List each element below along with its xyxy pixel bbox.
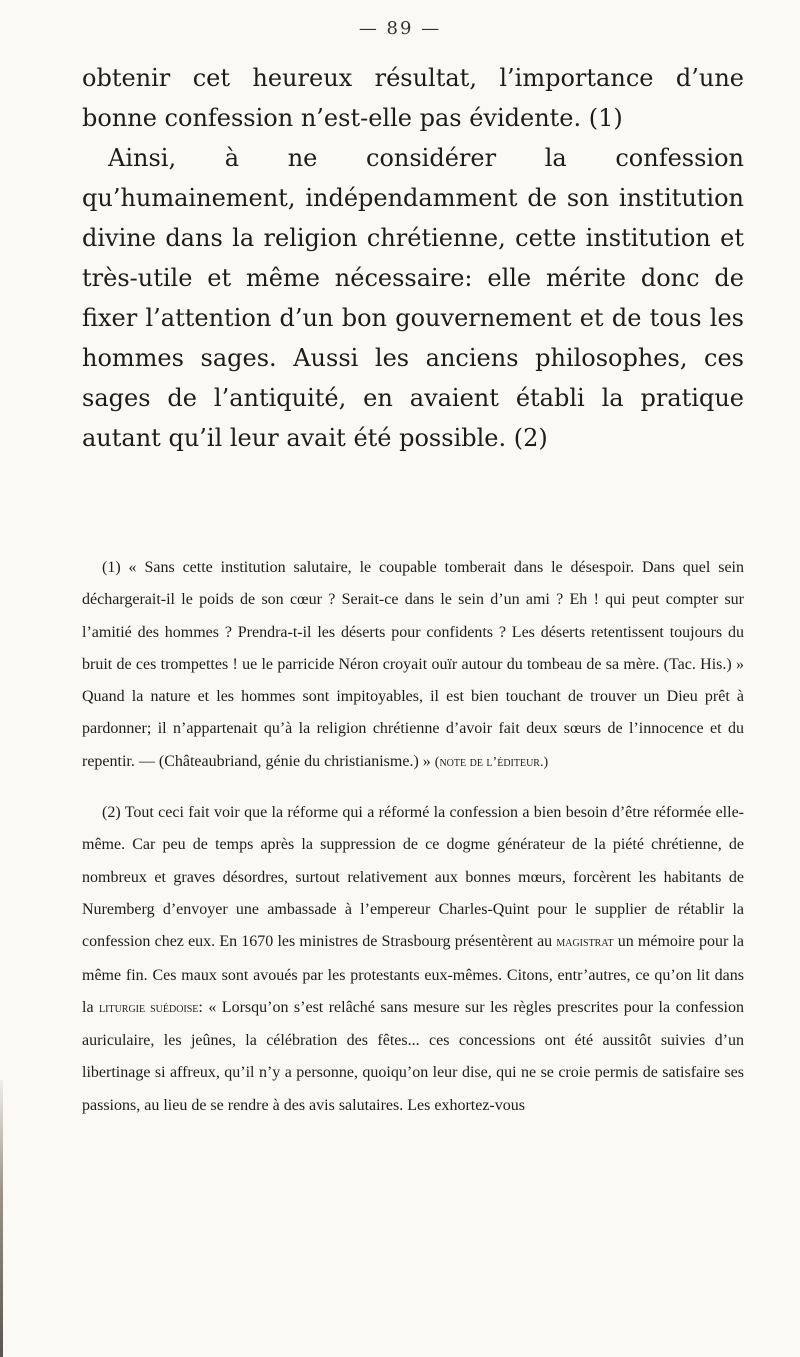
main-text bbox=[82, 58, 744, 458]
page-edge-shadow bbox=[0, 1080, 3, 1357]
page-number: — 89 — bbox=[358, 18, 442, 39]
main-paragraph-1: obtenir cet heureux résultat, l’importance d’une bonne confession n’est-elle pas évidente. (1) bbox=[82, 64, 744, 132]
footnote-2-part-1: (2) Tout ceci fait voir que la réforme qui a réformé la confession a bien besoin d’être réformée elle-même. Car peu de temps après la suppression de ce dogme générateur de la piété chrétienne, de nombreux et graves désordres, surtout relativement aux bonnes mœurs, forcèrent les habitants de Nuremberg d’envoyer une ambassade à l’empereur Charles-Quint pour le supplier de rétablir la confession chez eux. En 1670 les ministres de Strasbourg présentèrent au bbox=[82, 804, 744, 951]
footnote-2 bbox=[82, 797, 744, 1122]
footnote-1 bbox=[82, 552, 744, 779]
footnote-1-attribution: (note de l’éditeur.) bbox=[434, 754, 549, 770]
footnote-2-term-liturgie: liturgie suédoise bbox=[99, 1000, 199, 1016]
footnotes bbox=[82, 552, 744, 1122]
footnote-2-term-magistrat: magistrat bbox=[556, 935, 614, 951]
footnote-1-text: (1) « Sans cette institution salutaire, le coupable tomberait dans le désespoir. Dans quel sein déchargerait-il le poids de son cœur ? Serait-ce dans le sein d’un ami ? Eh ! qui peut compter sur l’amitié des hommes ? Prendra-t-il les déserts pour confidents ? Les déserts retentissent toujours du bruit de ces trompettes ! ue le parricide Néron croyait ouïr autour du tombeau de sa mère. (Tac. His.) » Quand la nature et les hommes sont impitoyables, il est bien touchant de trouver un Dieu prêt à pardonner; il n’appartenait qu’à la religion chrétienne d’avoir fait deux sœurs de l’innocence et du repentir. — (Châteaubriand, génie du christianisme.) » bbox=[82, 559, 744, 770]
main-paragraph-2: Ainsi, à ne considérer la confession qu’humainement, indépendamment de son institution divine dans la religion chrétienne, cette institution et très-utile et même nécessaire: elle mérite donc de fixer l’attention d’un bon gouvernement et de tous les hommes sages. Aussi les anciens philosophes, ces sages de l’antiquité, en avaient établi la pratique autant qu’il leur avait été possible. (2) bbox=[82, 144, 744, 452]
footnote-2-part-2: un mémoire pour la même fin. Ces maux sont avoués par les protestants eux-mêmes. Citons, entr’autres, ce qu’on lit dans la bbox=[82, 933, 745, 1016]
footnote-2-part-3: : « Lorsqu’on s’est relâché sans mesure sur les règles prescrites pour la confession auriculaire, les jeûnes, la célébration des fêtes... ces concessions ont été aussitôt suivies d’un libertinage si affreux, qu’il n’y a personne, quoiqu’on leur dise, qui ne se croie permis de satisfaire ses passions, au lieu de se rendre à des avis salutaires. Les exhortez-vous bbox=[82, 998, 744, 1114]
